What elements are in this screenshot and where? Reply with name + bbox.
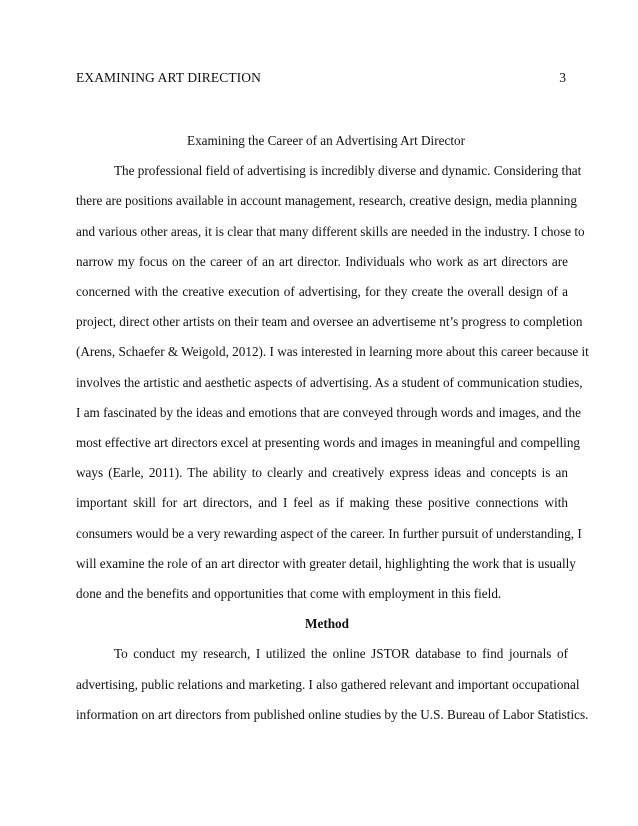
paper-title: Examining the Career of an Advertising Art Director <box>187 133 465 148</box>
running-head: EXAMINING ART DIRECTION <box>76 70 261 85</box>
paragraph-line: concerned with the creative execution of advertising, for they create the overall design of a <box>76 284 568 300</box>
paragraph-line: and various other areas, it is clear that many different skills are needed in the industry. I chose to <box>76 223 585 239</box>
paragraph-line: most effective art directors excel at presenting words and images in meaningful and compelling <box>76 435 581 451</box>
paragraph-line: information on art directors from published online studies by the U.S. Bureau of Labor Statistics. <box>76 706 589 722</box>
paragraph-line: To conduct my research, I utilized the online JSTOR database to find journals of <box>114 646 568 662</box>
paragraph-line: important skill for art directors, and I feel as if making these positive connections with <box>76 495 568 511</box>
paragraph-line: done and the benefits and opportunities that come with employment in this field. <box>76 586 502 602</box>
body-text <box>76 126 589 730</box>
paragraph-line: (Arens, Schaefer & Weigold, 2012). I was interested in learning more about this career because it <box>76 344 589 360</box>
paragraph-line: consumers would be a very rewarding aspect of the career. In further pursuit of understanding, I <box>76 525 582 541</box>
paragraph-line: The professional field of advertising is incredibly diverse and dynamic. Considering that <box>114 163 582 179</box>
paragraph-line: narrow my focus on the career of an art director. Individuals who work as art directors are <box>76 253 568 269</box>
paragraph-line: I am fascinated by the ideas and emotions that are conveyed through words and images, and the <box>76 404 581 420</box>
paragraph-line: there are positions available in account management, research, creative design, media planning <box>76 193 577 209</box>
paragraph-line: project, direct other artists on their team and oversee an advertiseme nt’s progress to completion <box>76 314 583 330</box>
method-heading: Method <box>305 616 349 632</box>
paragraph-line: will examine the role of an art director with greater detail, highlighting the work that is usually <box>76 555 576 571</box>
page-number: 3 <box>559 70 566 85</box>
paragraph-line: ways (Earle, 2011). The ability to clearly and creatively express ideas and concepts is an <box>76 465 568 481</box>
paragraph-line: involves the artistic and aesthetic aspects of advertising. As a student of communication studies, <box>76 374 583 390</box>
paragraph-line: advertising, public relations and marketing. I also gathered relevant and important occupational <box>76 676 580 692</box>
